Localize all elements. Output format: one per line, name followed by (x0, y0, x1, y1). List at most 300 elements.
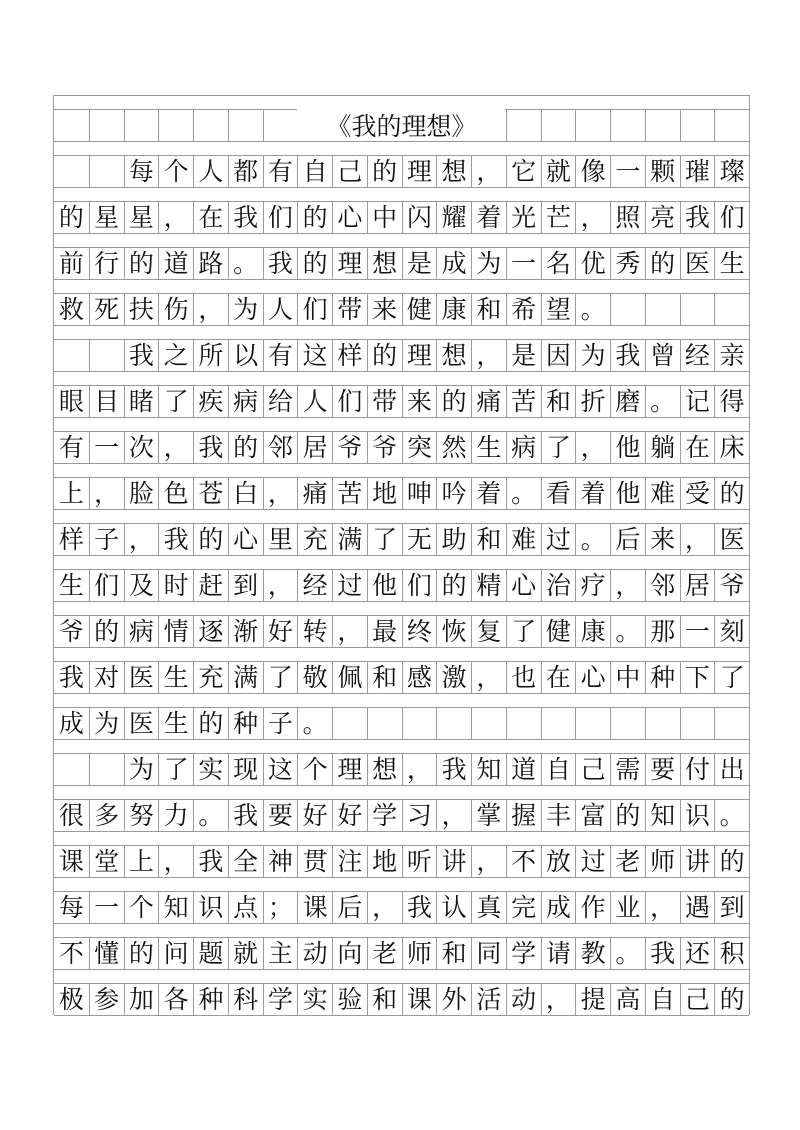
grid-cell: 来 (367, 293, 402, 325)
essay-line (54, 601, 749, 647)
grid-cell: 呻 (402, 477, 437, 509)
grid-cell: 理 (332, 247, 367, 279)
grid-cell: 我 (58, 662, 84, 692)
grid-cell: 一 (506, 247, 541, 279)
grid-cell: 自 (541, 753, 576, 785)
line-cells (54, 247, 749, 279)
grid-cell: 医 (124, 661, 159, 693)
grid-cell: 全 (228, 845, 263, 877)
line-cells (54, 799, 749, 831)
grid-cell: 人 (263, 293, 298, 325)
grid-cell: 放 (541, 845, 576, 877)
grid-cell: 课 (297, 891, 332, 923)
grid-cell: 生 (471, 431, 506, 463)
grid-cell: 感 (402, 661, 437, 693)
grid-cell: 这 (297, 339, 332, 371)
line-cells (54, 753, 749, 785)
grid-cell (471, 707, 506, 739)
grid-cell: 们 (89, 569, 124, 601)
grid-cell: 出 (714, 753, 749, 785)
grid-cell: 作 (575, 891, 610, 923)
line-cells (54, 431, 749, 463)
grid-cell: 爷 (714, 569, 749, 601)
line-cells (54, 845, 749, 877)
grid-cell: 完 (506, 891, 541, 923)
grid-cell: 他 (610, 431, 645, 463)
grid-cell: 磨 (610, 385, 645, 417)
grid-cell: 为 (89, 707, 124, 739)
grid-cell: 一 (610, 155, 645, 187)
grid-cell: 学 (506, 937, 541, 969)
grid-cell: ， (158, 845, 193, 877)
grid-cell: 刻 (714, 615, 749, 647)
grid-cell: ， (471, 661, 506, 693)
grid-cell: 道 (506, 753, 541, 785)
grid-cell: 科 (228, 983, 263, 1015)
grid-cell: 给 (263, 385, 298, 417)
grid-cell: 终 (402, 615, 437, 647)
grid-cell: 我 (436, 753, 471, 785)
grid-cell: 种 (228, 707, 263, 739)
ruled-line (54, 325, 749, 326)
grid-cell: 邻 (263, 431, 298, 463)
grid-cell: 心 (228, 523, 263, 555)
grid-cell: 痛 (297, 477, 332, 509)
grid-cell: 教 (575, 937, 610, 969)
grid-cell: 知 (471, 753, 506, 785)
grid-cell: 居 (680, 569, 715, 601)
grid-cell: 精 (471, 569, 506, 601)
grid-cell: 们 (714, 201, 749, 233)
grid-cell: 看 (541, 477, 576, 509)
grid-cell: 个 (297, 753, 332, 785)
grid-cell: 上 (58, 478, 84, 508)
grid-cell: 好 (263, 615, 298, 647)
grid-cell: 着 (471, 201, 506, 233)
grid-cell: 理 (332, 753, 367, 785)
line-cells (54, 937, 749, 969)
grid-cell: 过 (541, 523, 576, 555)
grid-cell: 恢 (436, 615, 471, 647)
grid-cell: 。 (575, 293, 610, 325)
grid-cell: 到 (228, 569, 263, 601)
grid-cell: 也 (506, 661, 541, 693)
grid-cell: 所 (193, 339, 228, 371)
grid-cell: 生 (58, 570, 84, 600)
grid-cell: 活 (471, 983, 506, 1015)
ruled-line (54, 647, 749, 648)
grid-cell: 医 (124, 707, 159, 739)
essay-line (54, 187, 749, 233)
grid-cell: 难 (645, 477, 680, 509)
grid-cell: 积 (714, 937, 749, 969)
grid-cell: 难 (506, 523, 541, 555)
grid-cell (714, 109, 749, 141)
grid-cell: 充 (193, 661, 228, 693)
grid-cell: 样 (332, 339, 367, 371)
grid-cell: ， (471, 155, 506, 187)
grid-cell: 课 (58, 846, 84, 876)
grid-cell: 在 (541, 661, 576, 693)
grid-cell: 了 (158, 753, 193, 785)
grid-cell: 过 (575, 845, 610, 877)
grid-cell: 识 (193, 891, 228, 923)
grid-cell: 的 (193, 707, 228, 739)
grid-cell: 得 (714, 385, 749, 417)
grid-cell: 个 (158, 155, 193, 187)
grid-cell (680, 707, 715, 739)
line-cells (54, 477, 749, 509)
grid-cell (54, 753, 89, 785)
grid-cell (610, 293, 645, 325)
grid-cell: 中 (610, 661, 645, 693)
grid-cell: 自 (297, 155, 332, 187)
essay-line (54, 831, 749, 877)
grid-cell: 亲 (714, 339, 749, 371)
grid-cell: 着 (471, 477, 506, 509)
grid-cell: 行 (89, 247, 124, 279)
grid-cell: 眼 (58, 386, 84, 416)
grid-cell: 的 (610, 799, 645, 831)
grid-cell: 学 (367, 799, 402, 831)
grid-cell: 赶 (193, 569, 228, 601)
grid-cell (506, 109, 541, 141)
grid-cell: 前 (58, 248, 84, 278)
grid-cell: 样 (58, 524, 84, 554)
grid-cell: 的 (367, 339, 402, 371)
essay-line (54, 371, 749, 417)
grid-cell: 注 (332, 845, 367, 877)
grid-cell (680, 293, 715, 325)
grid-cell: 生 (158, 707, 193, 739)
grid-cell: 有 (263, 155, 298, 187)
grid-cell: 是 (402, 247, 437, 279)
grid-cell: 自 (645, 983, 680, 1015)
grid-cell: 和 (541, 385, 576, 417)
grid-cell: 璀 (680, 155, 715, 187)
grid-cell: ， (367, 891, 402, 923)
line-cells (54, 385, 749, 417)
grid-cell: 点 (228, 891, 263, 923)
grid-cell (610, 109, 645, 141)
grid-cell: 。 (228, 247, 263, 279)
grid-cell: 了 (158, 385, 193, 417)
essay-grid-paper (53, 95, 750, 1015)
grid-cell: 我 (193, 431, 228, 463)
grid-cell (89, 109, 124, 141)
grid-cell (193, 109, 228, 141)
essay-line (54, 647, 749, 693)
grid-cell: 们 (402, 569, 437, 601)
grid-cell: 不 (58, 938, 84, 968)
grid-cell: 它 (506, 155, 541, 187)
grid-cell: 健 (402, 293, 437, 325)
grid-cell: 我 (193, 845, 228, 877)
grid-cell: 了 (541, 431, 576, 463)
line-cells (54, 661, 749, 693)
grid-cell: 敬 (297, 661, 332, 693)
grid-cell: 苦 (506, 385, 541, 417)
grid-cell: 病 (124, 615, 159, 647)
ruled-line (54, 141, 749, 142)
essay-line (54, 417, 749, 463)
grid-cell: 医 (714, 523, 749, 555)
grid-cell: 生 (158, 661, 193, 693)
grid-cell (124, 109, 159, 141)
grid-cell: 们 (263, 201, 298, 233)
grid-cell: 的 (714, 983, 749, 1015)
grid-cell: 邻 (645, 569, 680, 601)
grid-cell: 的 (297, 247, 332, 279)
grid-cell: 和 (367, 983, 402, 1015)
grid-cell (541, 109, 576, 141)
grid-cell: 为 (228, 293, 263, 325)
grid-cell: 问 (158, 937, 193, 969)
grid-cell: 这 (263, 753, 298, 785)
grid-cell: 懂 (89, 937, 124, 969)
grid-cell: 和 (471, 523, 506, 555)
grid-cell: 上 (124, 845, 159, 877)
grid-cell: 高 (610, 983, 645, 1015)
ruled-line (54, 555, 749, 556)
grid-cell: 。 (193, 799, 228, 831)
grid-cell: 各 (158, 983, 193, 1015)
ruled-line (54, 509, 749, 510)
grid-cell: 子 (89, 523, 124, 555)
ruled-line (54, 187, 749, 188)
essay-line (54, 279, 749, 325)
grid-cell: 突 (402, 431, 437, 463)
ruled-line (54, 969, 749, 970)
grid-cell: 向 (332, 937, 367, 969)
grid-cell (436, 707, 471, 739)
grid-cell: 我 (402, 891, 437, 923)
ruled-line-bottom (54, 1015, 749, 1016)
grid-cell: 芒 (541, 201, 576, 233)
grid-cell (680, 109, 715, 141)
grid-cell: 贯 (297, 845, 332, 877)
grid-cell: 就 (228, 937, 263, 969)
grid-cell: 努 (124, 799, 159, 831)
grid-cell: ， (263, 569, 298, 601)
grid-cell: ， (436, 799, 471, 831)
grid-cell: 经 (297, 569, 332, 601)
grid-cell: 优 (575, 247, 610, 279)
grid-cell: 后 (610, 523, 645, 555)
grid-cell: 居 (297, 431, 332, 463)
essay-line (54, 509, 749, 555)
grid-cell: ， (471, 339, 506, 371)
essay-line (54, 325, 749, 371)
grid-cell (714, 707, 749, 739)
grid-cell: 颗 (645, 155, 680, 187)
grid-cell (645, 109, 680, 141)
essay-line (54, 739, 749, 785)
grid-cell: 爷 (367, 431, 402, 463)
grid-cell: 希 (506, 293, 541, 325)
grid-cell: 到 (714, 891, 749, 923)
grid-cell: 很 (58, 800, 84, 830)
grid-cell (610, 707, 645, 739)
grid-cell: 曾 (645, 339, 680, 371)
grid-cell: 实 (297, 983, 332, 1015)
grid-cell: 秀 (610, 247, 645, 279)
grid-cell: 治 (541, 569, 576, 601)
grid-cell: 的 (89, 615, 124, 647)
grid-cell: ， (193, 293, 228, 325)
grid-cell: 满 (332, 523, 367, 555)
grid-cell: 佩 (332, 661, 367, 693)
grid-cell: ， (645, 891, 680, 923)
grid-cell: 知 (158, 891, 193, 923)
grid-cell (228, 109, 263, 141)
grid-cell: 白 (228, 477, 263, 509)
grid-cell (89, 155, 124, 187)
grid-cell: 的 (645, 247, 680, 279)
grid-cell: 。 (645, 385, 680, 417)
grid-cell: 闪 (402, 201, 437, 233)
grid-cell: 了 (263, 661, 298, 693)
grid-cell: 充 (297, 523, 332, 555)
grid-cell: 耀 (436, 201, 471, 233)
grid-cell: 好 (297, 799, 332, 831)
grid-cell: ， (575, 201, 610, 233)
line-cells (54, 569, 749, 601)
grid-cell: 下 (680, 661, 715, 693)
grid-cell: 医 (680, 247, 715, 279)
ruled-line (54, 923, 749, 924)
grid-cell: 的 (124, 247, 159, 279)
grid-cell: 无 (402, 523, 437, 555)
grid-cell: 逐 (193, 615, 228, 647)
grid-cell: 路 (193, 247, 228, 279)
grid-cell: 业 (610, 891, 645, 923)
ruled-line (54, 785, 749, 786)
grid-cell: 人 (193, 155, 228, 187)
grid-cell: 为 (471, 247, 506, 279)
grid-cell: 认 (436, 891, 471, 923)
grid-cell: 有 (58, 432, 84, 462)
grid-cell: 之 (158, 339, 193, 371)
grid-cell: 人 (297, 385, 332, 417)
grid-cell: 外 (436, 983, 471, 1015)
ruled-line (54, 95, 749, 96)
grid-cell: 时 (158, 569, 193, 601)
grid-cell: 璨 (714, 155, 749, 187)
ruled-line (54, 601, 749, 602)
grid-cell (158, 109, 193, 141)
grid-cell: 是 (506, 339, 541, 371)
grid-cell: 的 (436, 385, 471, 417)
grid-cell: 题 (193, 937, 228, 969)
grid-cell: 来 (645, 523, 680, 555)
grid-cell: 我 (610, 339, 645, 371)
essay-line (54, 785, 749, 831)
grid-cell: 次 (124, 431, 159, 463)
grid-cell: 。 (297, 707, 332, 739)
grid-cell: 验 (332, 983, 367, 1015)
line-cells (54, 523, 749, 555)
grid-cell: 的 (714, 845, 749, 877)
grid-cell: 还 (680, 937, 715, 969)
title-row (54, 95, 749, 141)
grid-cell: 学 (263, 983, 298, 1015)
grid-cell: 伤 (158, 293, 193, 325)
grid-cell: 就 (541, 155, 576, 187)
grid-cell: ， (402, 753, 437, 785)
grid-cell (89, 753, 124, 785)
grid-cell: 的 (297, 201, 332, 233)
essay-title: 《我的理想》 (326, 112, 477, 141)
grid-cell: ， (332, 615, 367, 647)
grid-cell: 心 (506, 569, 541, 601)
ruled-line (54, 831, 749, 832)
grid-cell (263, 109, 298, 141)
grid-cell (541, 707, 576, 739)
grid-cell: 子 (263, 707, 298, 739)
grid-cell: 健 (541, 615, 576, 647)
grid-cell: 睹 (124, 385, 159, 417)
ruled-line (54, 371, 749, 372)
grid-cell: 真 (471, 891, 506, 923)
essay-line (54, 233, 749, 279)
grid-cell: 救 (58, 294, 84, 324)
grid-cell: 然 (436, 431, 471, 463)
grid-cell: 己 (332, 155, 367, 187)
essay-line (54, 141, 749, 187)
grid-cell: 种 (193, 983, 228, 1015)
grid-cell: 我 (263, 247, 298, 279)
grid-cell: 动 (506, 983, 541, 1015)
grid-cell: 主 (263, 937, 298, 969)
grid-cell: 复 (471, 615, 506, 647)
grid-cell: 名 (541, 247, 576, 279)
ruled-line (54, 417, 749, 418)
grid-cell: 同 (471, 937, 506, 969)
grid-cell: 的 (367, 155, 402, 187)
grid-cell: 那 (645, 615, 680, 647)
grid-cell: 了 (714, 661, 749, 693)
grid-cell: 讲 (436, 845, 471, 877)
grid-cell: 扶 (124, 293, 159, 325)
grid-cell: 成 (541, 891, 576, 923)
grid-cell (54, 155, 89, 187)
essay-line (54, 555, 749, 601)
grid-cell: 爷 (332, 431, 367, 463)
grid-cell: 己 (680, 983, 715, 1015)
grid-cell: 力 (158, 799, 193, 831)
grid-cell: 实 (193, 753, 228, 785)
grid-cell: 师 (645, 845, 680, 877)
grid-cell: 心 (575, 661, 610, 693)
grid-cell: 着 (575, 477, 610, 509)
grid-cell: 加 (124, 983, 159, 1015)
grid-cell: 一 (89, 431, 124, 463)
grid-cell: 和 (471, 293, 506, 325)
ruled-line (54, 739, 749, 740)
grid-cell: 的 (58, 202, 84, 232)
grid-cell: 爷 (58, 616, 84, 646)
grid-cell: 经 (680, 339, 715, 371)
essay-line (54, 969, 749, 1015)
grid-cell: 我 (158, 523, 193, 555)
grid-cell: 堂 (89, 845, 124, 877)
grid-cell: 想 (367, 247, 402, 279)
grid-cell: 地 (367, 845, 402, 877)
grid-cell: 极 (58, 984, 84, 1014)
grid-cell: 他 (367, 569, 402, 601)
grid-cell: 躺 (645, 431, 680, 463)
